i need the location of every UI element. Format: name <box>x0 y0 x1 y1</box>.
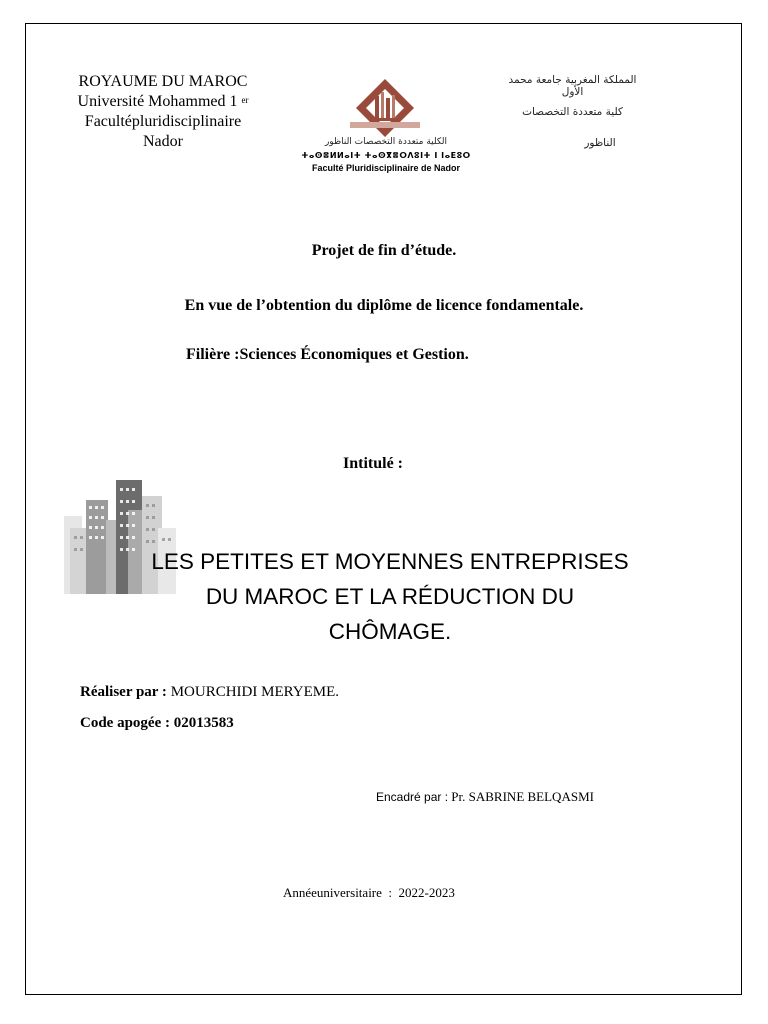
faculty-emblem-icon <box>290 78 480 138</box>
code-value: 02013583 <box>173 715 234 731</box>
supervisor-label: Encadré par : <box>376 790 449 804</box>
faculty-name: Facultépluridisciplinaire <box>84 113 242 130</box>
supervisor-name: Pr. SABRINE BELQASMI <box>451 789 594 804</box>
intitule-label: Intitulé : <box>343 455 403 472</box>
supervisor-line <box>376 789 594 805</box>
title-line: CHÔMAGE. <box>328 619 452 644</box>
header-left-block <box>48 72 278 152</box>
city-name: Nador <box>143 133 183 150</box>
project-heading: Projet de fin d’étude. <box>311 242 457 259</box>
university-name: Université Mohammed 1 $^{er}$ <box>77 93 249 110</box>
logo-tifinagh-text: ⵜⴰⵙⴻⵍⵍⴰⵏⵜ ⵜⴰⵙⴳⴻⵔⴷⵓⵏⵜ ⵏ ⵏⴰⴹⵓⵔ <box>301 151 471 160</box>
code-line <box>80 715 234 732</box>
logo-french-text: Faculté Pluridisciplinaire de Nador <box>311 163 461 173</box>
academic-year-line: Annéeuniversitaire : 2022-2023 <box>283 885 455 900</box>
arabic-city: الناظور <box>584 137 616 149</box>
arabic-country-university: المملكة المغربية جامعة محمد الأول <box>508 74 637 98</box>
title-line: DU MAROC ET LA RÉDUCTION DU <box>205 584 575 609</box>
code-label: Code apogée : <box>80 715 170 731</box>
author-name: MOURCHIDI MERYEME. <box>170 684 340 700</box>
title-line: LES PETITES ET MOYENNES ENTREPRISES <box>151 549 629 574</box>
year-label: Annéeuniversitaire <box>283 885 382 900</box>
author-line <box>80 684 339 701</box>
thesis-title <box>140 544 640 649</box>
year-value: 2022-2023 <box>398 885 455 900</box>
logo-arabic-text: الكلية متعددة التخصصات الناظور <box>324 137 448 147</box>
country-name: ROYAUME DU MAROC <box>78 73 248 90</box>
arabic-faculty: كلية متعددة التخصصات <box>522 106 623 118</box>
field-line: Filière :Sciences Économiques et Gestion. <box>186 346 469 363</box>
author-label: Réaliser par : <box>80 684 167 700</box>
degree-line: En vue de l’obtention du diplôme de licence fondamentale. <box>184 297 584 314</box>
